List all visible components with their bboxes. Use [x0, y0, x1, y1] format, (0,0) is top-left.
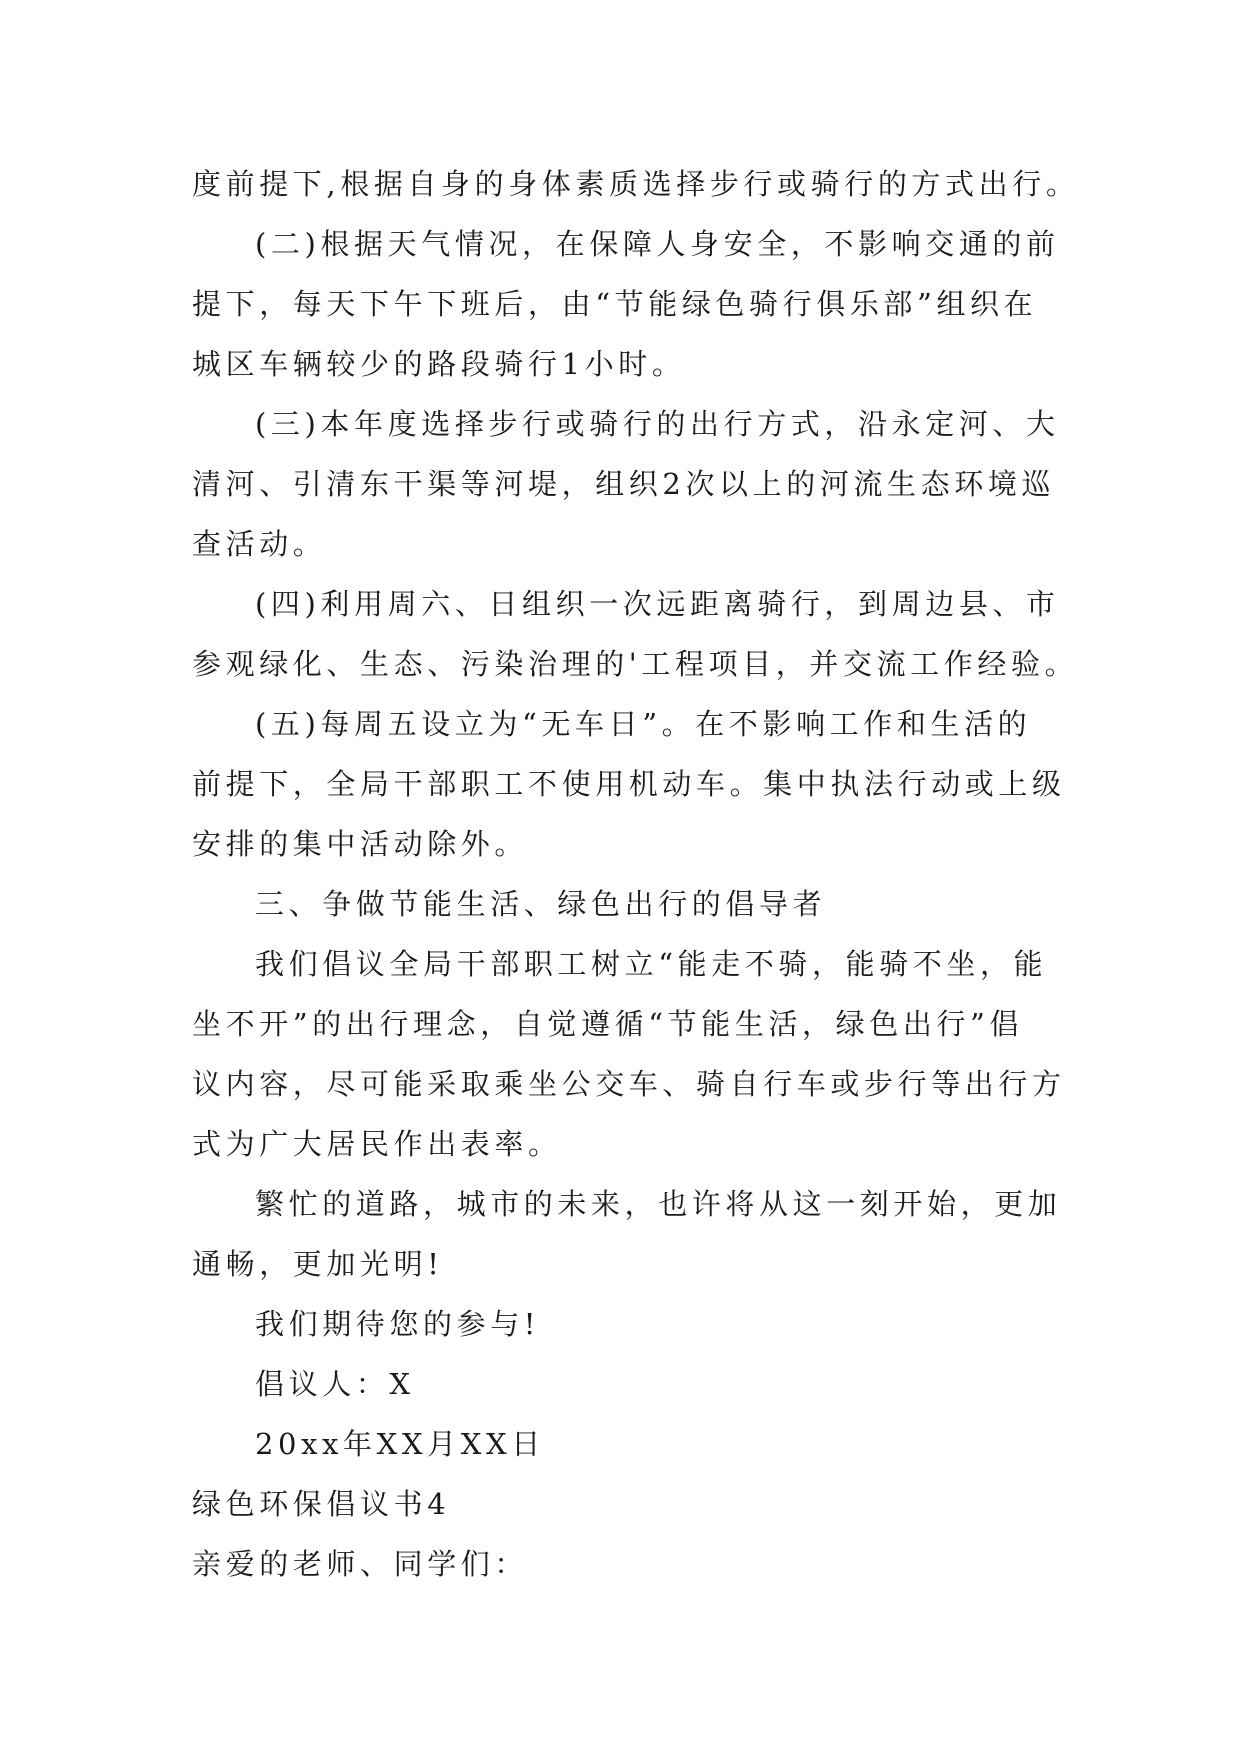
paragraph-5-line-1: (五)每周五设立为“无车日”。在不影响工作和生活的 — [255, 707, 1032, 741]
paragraph-7-line-2: 通畅，更加光明! — [192, 1247, 444, 1281]
paragraph-2-line-2: 提下，每天下午下班后，由“节能绿色骑行俱乐部”组织在 — [192, 287, 1038, 321]
paragraph-6-line-3: 议内容，尽可能采取乘坐公交车、骑自行车或步行等出行方 — [192, 1067, 1066, 1101]
date-line: 20xx年XX月XX日 — [255, 1427, 545, 1461]
paragraph-1-line-1: 度前提下,根据自身的身体素质选择步行或骑行的方式出行。 — [192, 167, 1080, 201]
paragraph-3-line-2: 清河、引清东干渠等河堤，组织2次以上的河流生态环境巡 — [192, 467, 1056, 501]
paragraph-2-line-1: (二)根据天气情况，在保障人身安全，不影响交通的前 — [255, 227, 1060, 261]
paragraph-6-line-2: 坐不开”的出行理念，自觉遵循“节能生活，绿色出行”倡 — [192, 1007, 1024, 1041]
paragraph-3-line-1: (三)本年度选择步行或骑行的出行方式，沿永定河、大 — [255, 407, 1060, 441]
paragraph-4-line-2: 参观绿化、生态、污染治理的'工程项目，并交流工作经验。 — [192, 647, 1079, 681]
signatory-line: 倡议人：X — [255, 1367, 415, 1401]
paragraph-4-line-1: (四)利用周六、日组织一次远距离骑行，到周边县、市 — [255, 587, 1060, 621]
paragraph-7-line-1: 繁忙的道路，城市的未来，也许将从这一刻开始，更加 — [255, 1187, 1062, 1221]
paragraph-5-line-3: 安排的集中活动除外。 — [192, 827, 529, 861]
section-heading-3: 三、争做节能生活、绿色出行的倡导者 — [255, 887, 827, 921]
next-document-title: 绿色环保倡议书4 — [192, 1487, 451, 1521]
paragraph-6-line-4: 式为广大居民作出表率。 — [192, 1127, 562, 1161]
paragraph-2-line-3: 城区车辆较少的路段骑行1小时。 — [192, 347, 686, 381]
paragraph-5-line-2: 前提下，全局干部职工不使用机动车。集中执法行动或上级 — [192, 767, 1066, 801]
closing-line: 我们期待您的参与! — [255, 1307, 541, 1341]
salutation-line: 亲爱的老师、同学们： — [192, 1547, 529, 1581]
paragraph-3-line-3: 查活动。 — [192, 527, 327, 561]
paragraph-6-line-1: 我们倡议全局干部职工树立“能走不骑，能骑不坐，能 — [255, 947, 1048, 981]
